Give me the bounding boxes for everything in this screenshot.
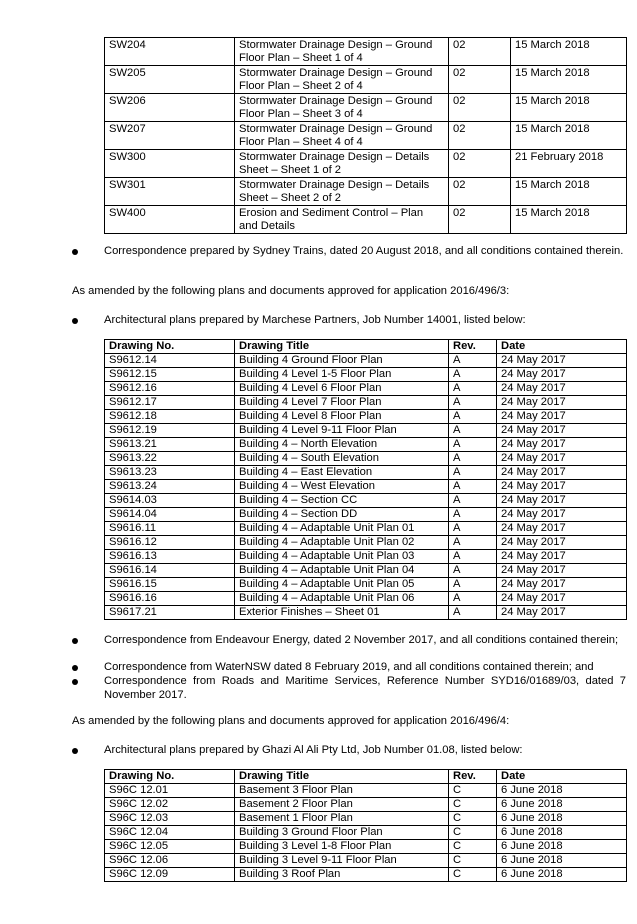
table-row bbox=[105, 522, 627, 536]
table-cell: C bbox=[449, 840, 497, 854]
table-cell: S96C 12.05 bbox=[105, 840, 235, 854]
table-cell: C bbox=[449, 868, 497, 882]
table-header-row bbox=[105, 340, 627, 354]
table-cell: 24 May 2017 bbox=[497, 606, 627, 620]
table-cell: A bbox=[449, 354, 497, 368]
table-cell: S9613.22 bbox=[105, 452, 235, 466]
table-cell: Building 4 – Section DD bbox=[235, 508, 449, 522]
table-cell: Building 4 – Adaptable Unit Plan 04 bbox=[235, 564, 449, 578]
table-cell: 24 May 2017 bbox=[497, 354, 627, 368]
table-cell: C bbox=[449, 826, 497, 840]
table-cell: Erosion and Sediment Control – Plan and Details bbox=[235, 206, 449, 234]
table-row bbox=[105, 508, 627, 522]
table-cell: Basement 1 Floor Plan bbox=[235, 812, 449, 826]
bullet-marchese: Architectural plans prepared by Marchese Partners, Job Number 14001, listed below: bbox=[104, 314, 526, 326]
column-header: Rev. bbox=[449, 770, 497, 784]
table-row bbox=[105, 354, 627, 368]
table-cell: Stormwater Drainage Design – Ground Floor Plan – Sheet 3 of 4 bbox=[235, 94, 449, 122]
table-cell: S9612.18 bbox=[105, 410, 235, 424]
table-row bbox=[105, 798, 627, 812]
table-cell: S9612.16 bbox=[105, 382, 235, 396]
table-row bbox=[105, 840, 627, 854]
table-cell: A bbox=[449, 410, 497, 424]
table-cell: S96C 12.02 bbox=[105, 798, 235, 812]
table-cell: A bbox=[449, 438, 497, 452]
table-row bbox=[105, 368, 627, 382]
table-cell: A bbox=[449, 550, 497, 564]
bullet-ghazi: Architectural plans prepared by Ghazi Al Ali Pty Ltd, Job Number 01.08, listed below: bbox=[104, 744, 523, 756]
table-row bbox=[105, 438, 627, 452]
table-cell: SW400 bbox=[105, 206, 235, 234]
column-header: Drawing Title bbox=[235, 340, 449, 354]
table-row bbox=[105, 94, 627, 122]
table-cell: 6 June 2018 bbox=[497, 784, 627, 798]
table-cell: Stormwater Drainage Design – Details Sheet – Sheet 1 of 2 bbox=[235, 150, 449, 178]
table-cell: 15 March 2018 bbox=[511, 66, 627, 94]
table-cell: Building 3 Level 1-8 Floor Plan bbox=[235, 840, 449, 854]
table-cell: Exterior Finishes – Sheet 01 bbox=[235, 606, 449, 620]
table-cell: S9616.12 bbox=[105, 536, 235, 550]
table-cell: 24 May 2017 bbox=[497, 410, 627, 424]
table-row bbox=[105, 396, 627, 410]
table-cell: A bbox=[449, 466, 497, 480]
table-cell: 24 May 2017 bbox=[497, 522, 627, 536]
table-row bbox=[105, 452, 627, 466]
table-cell: 15 March 2018 bbox=[511, 206, 627, 234]
table-cell: 21 February 2018 bbox=[511, 150, 627, 178]
column-header: Date bbox=[497, 340, 627, 354]
table-cell: Stormwater Drainage Design – Details Sheet – Sheet 2 of 2 bbox=[235, 178, 449, 206]
table-cell: Stormwater Drainage Design – Ground Floor Plan – Sheet 1 of 4 bbox=[235, 38, 449, 66]
table-cell: S96C 12.09 bbox=[105, 868, 235, 882]
table-cell: Building 3 Roof Plan bbox=[235, 868, 449, 882]
table-cell: S9617.21 bbox=[105, 606, 235, 620]
table-cell: S96C 12.03 bbox=[105, 812, 235, 826]
table-cell: 02 bbox=[449, 178, 511, 206]
amended-heading-4: As amended by the following plans and documents approved for application 2016/496/4: bbox=[72, 715, 510, 727]
table-cell: 02 bbox=[449, 38, 511, 66]
table-cell: 24 May 2017 bbox=[497, 382, 627, 396]
table-cell: 15 March 2018 bbox=[511, 94, 627, 122]
table-cell: S9612.14 bbox=[105, 354, 235, 368]
table-cell: 24 May 2017 bbox=[497, 480, 627, 494]
table-cell: A bbox=[449, 522, 497, 536]
table-cell: C bbox=[449, 784, 497, 798]
table-cell: 15 March 2018 bbox=[511, 122, 627, 150]
table-row bbox=[105, 206, 627, 234]
table-cell: SW207 bbox=[105, 122, 235, 150]
table-cell: 6 June 2018 bbox=[497, 840, 627, 854]
drawings-table-ghazi bbox=[104, 769, 627, 882]
table-cell: 24 May 2017 bbox=[497, 564, 627, 578]
table-cell: C bbox=[449, 798, 497, 812]
table-cell: Building 4 – North Elevation bbox=[235, 438, 449, 452]
table-cell: C bbox=[449, 854, 497, 868]
column-header: Rev. bbox=[449, 340, 497, 354]
table-cell: S9616.16 bbox=[105, 592, 235, 606]
table-cell: S9614.03 bbox=[105, 494, 235, 508]
table-row bbox=[105, 826, 627, 840]
table-row bbox=[105, 150, 627, 178]
table-cell: 24 May 2017 bbox=[497, 396, 627, 410]
bullet-dot bbox=[72, 748, 78, 754]
table-cell: A bbox=[449, 578, 497, 592]
table-cell: Building 4 Level 7 Floor Plan bbox=[235, 396, 449, 410]
bullet-endeavour: Correspondence from Endeavour Energy, dated 2 November 2017, and all conditions contained therein; bbox=[104, 634, 619, 646]
bullet-dot bbox=[72, 665, 78, 671]
table-row bbox=[105, 38, 627, 66]
table-cell: 6 June 2018 bbox=[497, 812, 627, 826]
table-cell: SW204 bbox=[105, 38, 235, 66]
table-row bbox=[105, 424, 627, 438]
table-cell: A bbox=[449, 368, 497, 382]
table-cell: S96C 12.01 bbox=[105, 784, 235, 798]
table-cell: Building 3 Ground Floor Plan bbox=[235, 826, 449, 840]
table-cell: A bbox=[449, 606, 497, 620]
bullet-dot bbox=[72, 249, 78, 255]
bullet-waternsw: Correspondence from WaterNSW dated 8 February 2019, and all conditions contained therein; and bbox=[104, 661, 594, 673]
table-row bbox=[105, 578, 627, 592]
table-cell: 24 May 2017 bbox=[497, 494, 627, 508]
table-cell: Building 4 Level 8 Floor Plan bbox=[235, 410, 449, 424]
bullet-dot bbox=[72, 318, 78, 324]
table-cell: 24 May 2017 bbox=[497, 550, 627, 564]
table-cell: S9616.14 bbox=[105, 564, 235, 578]
table-cell: Building 4 – Adaptable Unit Plan 02 bbox=[235, 536, 449, 550]
table-cell: 24 May 2017 bbox=[497, 452, 627, 466]
table-cell: Building 4 Level 9-11 Floor Plan bbox=[235, 424, 449, 438]
drawings-table-stormwater bbox=[104, 37, 627, 234]
table-cell: S9612.15 bbox=[105, 368, 235, 382]
table-row bbox=[105, 606, 627, 620]
table-cell: Building 4 – Adaptable Unit Plan 06 bbox=[235, 592, 449, 606]
table-cell: S9614.04 bbox=[105, 508, 235, 522]
table-cell: S9616.11 bbox=[105, 522, 235, 536]
table-row bbox=[105, 66, 627, 94]
table-cell: Building 3 Level 9-11 Floor Plan bbox=[235, 854, 449, 868]
table-cell: 24 May 2017 bbox=[497, 592, 627, 606]
table-cell: 24 May 2017 bbox=[497, 466, 627, 480]
table-cell: 24 May 2017 bbox=[497, 578, 627, 592]
table-cell: S9616.13 bbox=[105, 550, 235, 564]
table-cell: 24 May 2017 bbox=[497, 536, 627, 550]
table-cell: Stormwater Drainage Design – Ground Floor Plan – Sheet 2 of 4 bbox=[235, 66, 449, 94]
table-row bbox=[105, 480, 627, 494]
table-cell: Building 4 Level 6 Floor Plan bbox=[235, 382, 449, 396]
table-cell: Building 4 – Adaptable Unit Plan 05 bbox=[235, 578, 449, 592]
table-cell: 24 May 2017 bbox=[497, 424, 627, 438]
table-cell: S9612.17 bbox=[105, 396, 235, 410]
table-row bbox=[105, 812, 627, 826]
drawings-table-marchese bbox=[104, 339, 627, 620]
table-cell: Building 4 – South Elevation bbox=[235, 452, 449, 466]
bullet-dot bbox=[72, 679, 78, 685]
table-cell: A bbox=[449, 564, 497, 578]
table-cell: S9613.23 bbox=[105, 466, 235, 480]
table-cell: A bbox=[449, 508, 497, 522]
table-cell: A bbox=[449, 382, 497, 396]
table-cell: 02 bbox=[449, 122, 511, 150]
table-cell: 6 June 2018 bbox=[497, 854, 627, 868]
table-cell: A bbox=[449, 480, 497, 494]
table-row bbox=[105, 868, 627, 882]
table-cell: Building 4 – Adaptable Unit Plan 03 bbox=[235, 550, 449, 564]
bullet-dot bbox=[72, 638, 78, 644]
table-row bbox=[105, 410, 627, 424]
table-cell: A bbox=[449, 494, 497, 508]
table-cell: 02 bbox=[449, 206, 511, 234]
table-cell: Building 4 – Adaptable Unit Plan 01 bbox=[235, 522, 449, 536]
table-row bbox=[105, 550, 627, 564]
table-row bbox=[105, 466, 627, 480]
table-row bbox=[105, 494, 627, 508]
table-cell: S9616.15 bbox=[105, 578, 235, 592]
column-header: Drawing No. bbox=[105, 770, 235, 784]
table-cell: A bbox=[449, 592, 497, 606]
table-cell: 6 June 2018 bbox=[497, 826, 627, 840]
table-cell: 24 May 2017 bbox=[497, 438, 627, 452]
table-cell: S9613.24 bbox=[105, 480, 235, 494]
column-header: Drawing Title bbox=[235, 770, 449, 784]
bullet-sydney-trains: Correspondence prepared by Sydney Trains, dated 20 August 2018, and all conditions contained therein. bbox=[104, 245, 624, 257]
table-cell: 02 bbox=[449, 66, 511, 94]
column-header: Drawing No. bbox=[105, 340, 235, 354]
table-row bbox=[105, 854, 627, 868]
table-cell: 15 March 2018 bbox=[511, 38, 627, 66]
table-row bbox=[105, 564, 627, 578]
table-cell: 24 May 2017 bbox=[497, 368, 627, 382]
table-cell: Basement 2 Floor Plan bbox=[235, 798, 449, 812]
table-cell: A bbox=[449, 424, 497, 438]
table-cell: 15 March 2018 bbox=[511, 178, 627, 206]
table-row bbox=[105, 382, 627, 396]
table-cell: 6 June 2018 bbox=[497, 868, 627, 882]
table-row bbox=[105, 784, 627, 798]
amended-heading-3: As amended by the following plans and documents approved for application 2016/496/3: bbox=[72, 285, 510, 297]
table-cell: 24 May 2017 bbox=[497, 508, 627, 522]
table-cell: A bbox=[449, 536, 497, 550]
table-row bbox=[105, 592, 627, 606]
table-cell: A bbox=[449, 396, 497, 410]
table-cell: SW205 bbox=[105, 66, 235, 94]
table-cell: S9612.19 bbox=[105, 424, 235, 438]
table-cell: SW301 bbox=[105, 178, 235, 206]
table-cell: S96C 12.04 bbox=[105, 826, 235, 840]
table-row bbox=[105, 122, 627, 150]
table-cell: C bbox=[449, 812, 497, 826]
table-cell: Building 4 – East Elevation bbox=[235, 466, 449, 480]
table-row bbox=[105, 536, 627, 550]
table-cell: SW300 bbox=[105, 150, 235, 178]
bullet-rms: Correspondence from Roads and Maritime Services, Reference Number SYD16/01689/03, dated 7 November 2017. bbox=[104, 675, 626, 701]
table-row bbox=[105, 178, 627, 206]
table-header-row bbox=[105, 770, 627, 784]
table-cell: Stormwater Drainage Design – Ground Floor Plan – Sheet 4 of 4 bbox=[235, 122, 449, 150]
table-cell: 02 bbox=[449, 94, 511, 122]
table-cell: 6 June 2018 bbox=[497, 798, 627, 812]
table-cell: 02 bbox=[449, 150, 511, 178]
table-cell: S96C 12.06 bbox=[105, 854, 235, 868]
table-cell: Building 4 Level 1-5 Floor Plan bbox=[235, 368, 449, 382]
table-cell: S9613.21 bbox=[105, 438, 235, 452]
table-cell: SW206 bbox=[105, 94, 235, 122]
table-cell: A bbox=[449, 452, 497, 466]
table-cell: Basement 3 Floor Plan bbox=[235, 784, 449, 798]
column-header: Date bbox=[497, 770, 627, 784]
table-cell: Building 4 – West Elevation bbox=[235, 480, 449, 494]
table-cell: Building 4 – Section CC bbox=[235, 494, 449, 508]
table-cell: Building 4 Ground Floor Plan bbox=[235, 354, 449, 368]
